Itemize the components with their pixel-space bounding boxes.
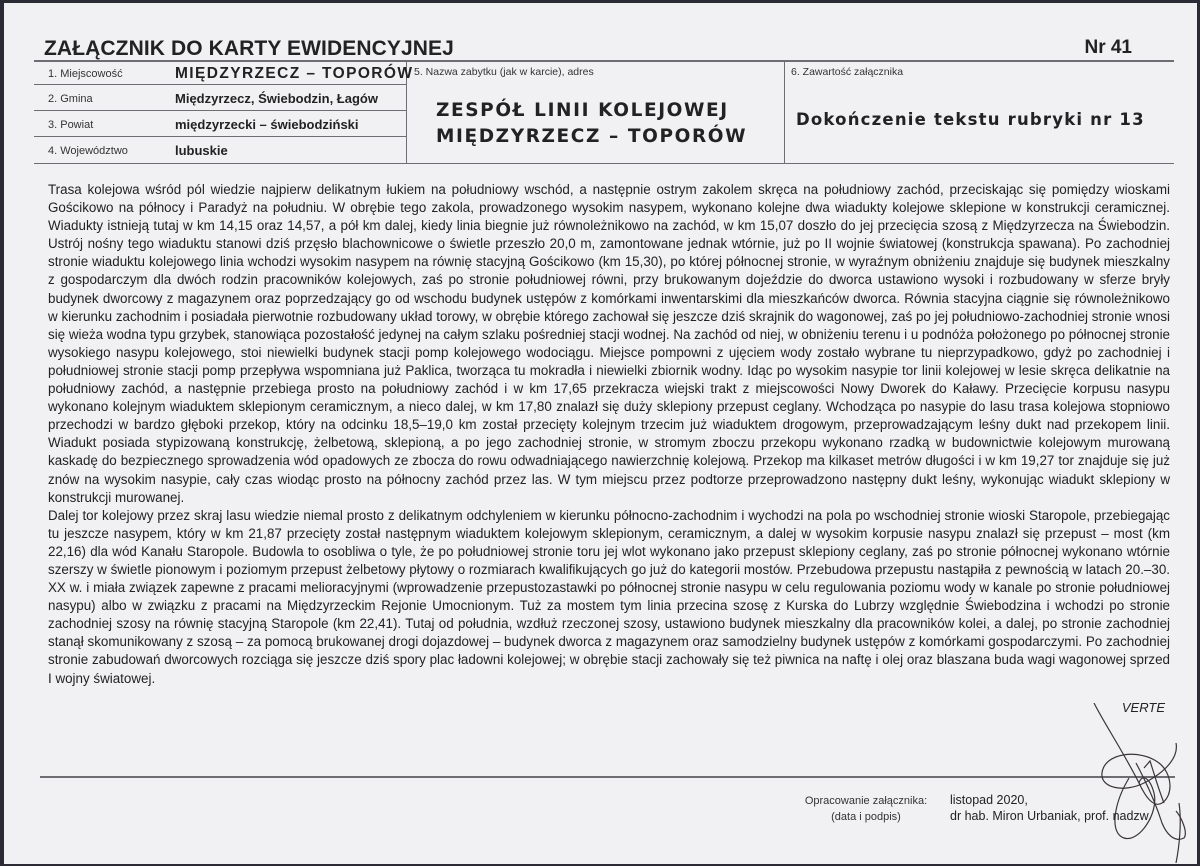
monument-name-line-2: MIĘDZYRZECZ – TOPORÓW <box>436 126 748 147</box>
field-label-commune: 2. Gmina <box>48 93 93 105</box>
field-value-commune: Międzyrzecz, Świebodzin, Łagów <box>175 91 378 106</box>
field-value-locality: MIĘDZYRZECZ – TOPORÓW <box>175 65 414 82</box>
row-divider-3 <box>34 136 407 137</box>
prepared-by-label-line-2: (data i podpis) <box>831 811 901 823</box>
field-value-voivodeship: lubuskie <box>175 143 228 158</box>
prepared-by-label <box>801 793 931 825</box>
monument-name-line-1: ZESPÓŁ LINII KOLEJOWEJ <box>436 100 729 121</box>
field-label-county: 3. Powiat <box>48 119 94 131</box>
field-value-county: międzyrzecki – świebodziński <box>175 117 359 132</box>
attachment-contents-label: 6. Zawartość załącznika <box>791 66 904 78</box>
signature-icon <box>1084 703 1194 863</box>
document-title: ZAŁĄCZNIK DO KARTY EWIDENCYJNEJ <box>44 37 454 60</box>
body-paragraph-2: Dalej tor kolejowy przez skraj lasu wiedzie niemal prosto z delikatnym odchyleniem w kierunku północno-zachodnim i wychodzi na pola po wschodniej stronie wioski Staropole, przebiegając tu jeszcze nasypem, który w km 21,87 przecięty został następnym wiaduktem kolejowym sklepionym, ceramicznym, a dalej w wysokim korpusie nasypu znalazł się przepust – most (km 22,16) dla wód Kanału Staropole. Budowla to osobliwa o tyle, że po południowej stronie toru jej wlot wykonano jako przepust sklepiony ceglany, zaś po stronie północnej wykonano wtórnie szerszy w świetle pionowym i poziomym przepust żelbetowy płytowy o rozmiarach kwalifikujących go już do kategorii mostów. Przebudowa przepustu nastąpiła z pewnością w latach 20.–30. XX w. i miała związek zapewne z pracami melioracyjnymi (wprowadzenie przepustozastawki po północnej stronie nasypu w celu regulowania poziomu wody w kanale po stronie południowej nasypu) albo w związku z pracami na Międzyrzeckim Rejonie Umocnionym. Tuż za mostem tym linia przecina szosę z Kurska do Lubrzy względnie Świebodzina i wchodzi po stronie zachodniej szosy na równię stacyjną Staropole (km 22,41). Tutaj od południa, wzdłuż rzeczonej szosy, ustawiono budynek mieszkalny dla pracowników kolei, a dalej, po stronie zachodniej stanął skomunikowany z szosą – za pomocą brukowanej drogi dojazdowej – budynek dworca z magazynem oraz samodzielny budynek ustępów z komórkami gospodarczymi. Po zachodniej stronie zabudowań dworcowych rozciąga się jeszcze dziś spory plac ładowni kolejowej; w obrębie stacji zachowały się też piwnica na naftę i olej oraz blaszana buda wagi wagonowej sprzed I wojny światowej. <box>48 507 1170 686</box>
footer-rule <box>40 776 1175 778</box>
prepared-by-label-line-1: Opracowanie załącznika: <box>804 795 928 807</box>
field-label-voivodeship: 4. Województwo <box>48 145 128 157</box>
monument-name-label: 5. Nazwa zabytku (jak w karcie), adres <box>414 66 594 78</box>
header-rule-bottom <box>34 163 1174 164</box>
row-divider-1 <box>34 84 407 85</box>
row-divider-2 <box>34 110 407 111</box>
header-rule-top <box>34 60 1174 62</box>
body-text <box>48 181 1170 688</box>
verte-note: VERTE <box>1121 700 1165 715</box>
document-number: Nr 41 <box>1084 37 1132 58</box>
prepared-author: dr hab. Miron Urbaniak, prof. nadzw. <box>950 809 1152 823</box>
document-sheet <box>4 3 1197 864</box>
body-paragraph-1: Trasa kolejowa wśród pól wiedzie najpierw delikatnym łukiem na południowy wschód, a następnie ostrym zakolem skręca na południowy zachód, przeciskając się pomiędzy wioskami Gościkowo na północy i Paradyż na południu. W obrębie tego zakola, prowadzonego wysokim nasypem, wykonano kolejne dwa wiadukty kolejowe sklepione w konstrukcji ceramicznej. Wiadukty istnieją tutaj w km 14,15 oraz 14,57, a pół km dalej, kiedy linia biegnie już równoleżnikowo na zachód, w km 15,07 doszło do jej przecięcia szosą z Międzyrzecza na Świebodzin. Ustrój nośny tego wiaduktu stanowi dziś przęsło blachownicowe o świetle przeszło 20,0 m, zamontowane jednak wtórnie, już po II wojnie światowej (konstrukcja spawana). Po zachodniej stronie wiaduktu kolejowego linia wchodzi wysokim nasypem na równię stacyjną Gościkowo (km 15,30), po której północnej stronie, w wyraźnym obniżeniu znajduje się budynek mieszkalny z gospodarczym dla dwóch rodzin pracowników kolejowych, zaś po stronie południowej równi, przy brukowanym dojeździe do dworca ustawiono wysoki i rozbudowany w sferze bryły budynek dworcowy z magazynem oraz poprzedzający go od wschodu budynek ustępów z komórkami inwentarskimi dla mieszkańców dworca. Równia stacyjna ciągnie się równoleżnikowo w kierunku zachodnim i posiadała pierwotnie rozbudowany układ torowy, w obrębie którego zachował się jeszcze dziś skrajnik do wagonowej, zaś po jej południowo-zachodniej stronie wnosi się wieża wodna typu grzybek, stanowiąca pozostałość jedynej na całym szlaku pośredniej stacji wodnej. Na zachód od niej, w obniżeniu terenu i u podnóża położonego po północnej stronie wysokiego nasypu kolejowego, stoi niewielki budynek stacji pomp kolejowego wodociągu. Miejsce pompowni z ujęciem wody zostało wybrane tu nieprzypadkowo, gdyż po zachodniej i południowej stronie stacji pomp przepływa wspomniana już Paklica, tworząca tu mokradła i niewielki zbiornik wodny. Idąc po wysokim nasypie tor linii kolejowej w lesie skręca delikatnie na południowy zachód, a następnie przebiega prosto na południowy zachód i w km 17,65 przekracza wiejski trakt z miejscowości Nowy Dworek do Kaławy. Przecięcie korpusu nasypu wykonano kolejnym wiaduktem sklepionym ceramicznym, a nieco dalej, w km 17,80 znalazł się duży sklepiony przepust ceglany. Wchodząca po nasypie do lasu trasa kolejowa stopniowo przechodzi w bardzo głęboki przekop, który na odcinku 18,5–19,0 km został przecięty kolejnym trzecim już wiaduktem drogowym, przeprowadzającym leśny dukt nad przekopem linii. Wiadukt posiada stypizowaną konstrukcję, żelbetową, sklepioną, a po jego zachodniej stronie, w stromym zboczu przekopu wykonano rzadką w budownictwie kolejowym murowaną kaskadę do bezpiecznego sprowadzenia wód opadowych ze zbocza do rowu odwadniającego nawierzchnię kolejową. Przekop ma kilkaset metrów długości i w km 19,27 tor znajduje się już znów na wysokim nasypie, cały czas wiodąc prosto na północny zachód przez las. W tym miejscu przez podtorze przeprowadzono następny dukt leśny, wykonując wiadukt sklepiony w konstrukcji murowanej. <box>48 182 1170 505</box>
column-divider-2 <box>784 61 785 164</box>
attachment-contents-title: Dokończenie tekstu rubryki nr 13 <box>796 110 1145 129</box>
field-label-locality: 1. Miejscowość <box>48 68 123 80</box>
prepared-date: listopad 2020, <box>950 793 1028 807</box>
monument-name <box>436 98 776 150</box>
